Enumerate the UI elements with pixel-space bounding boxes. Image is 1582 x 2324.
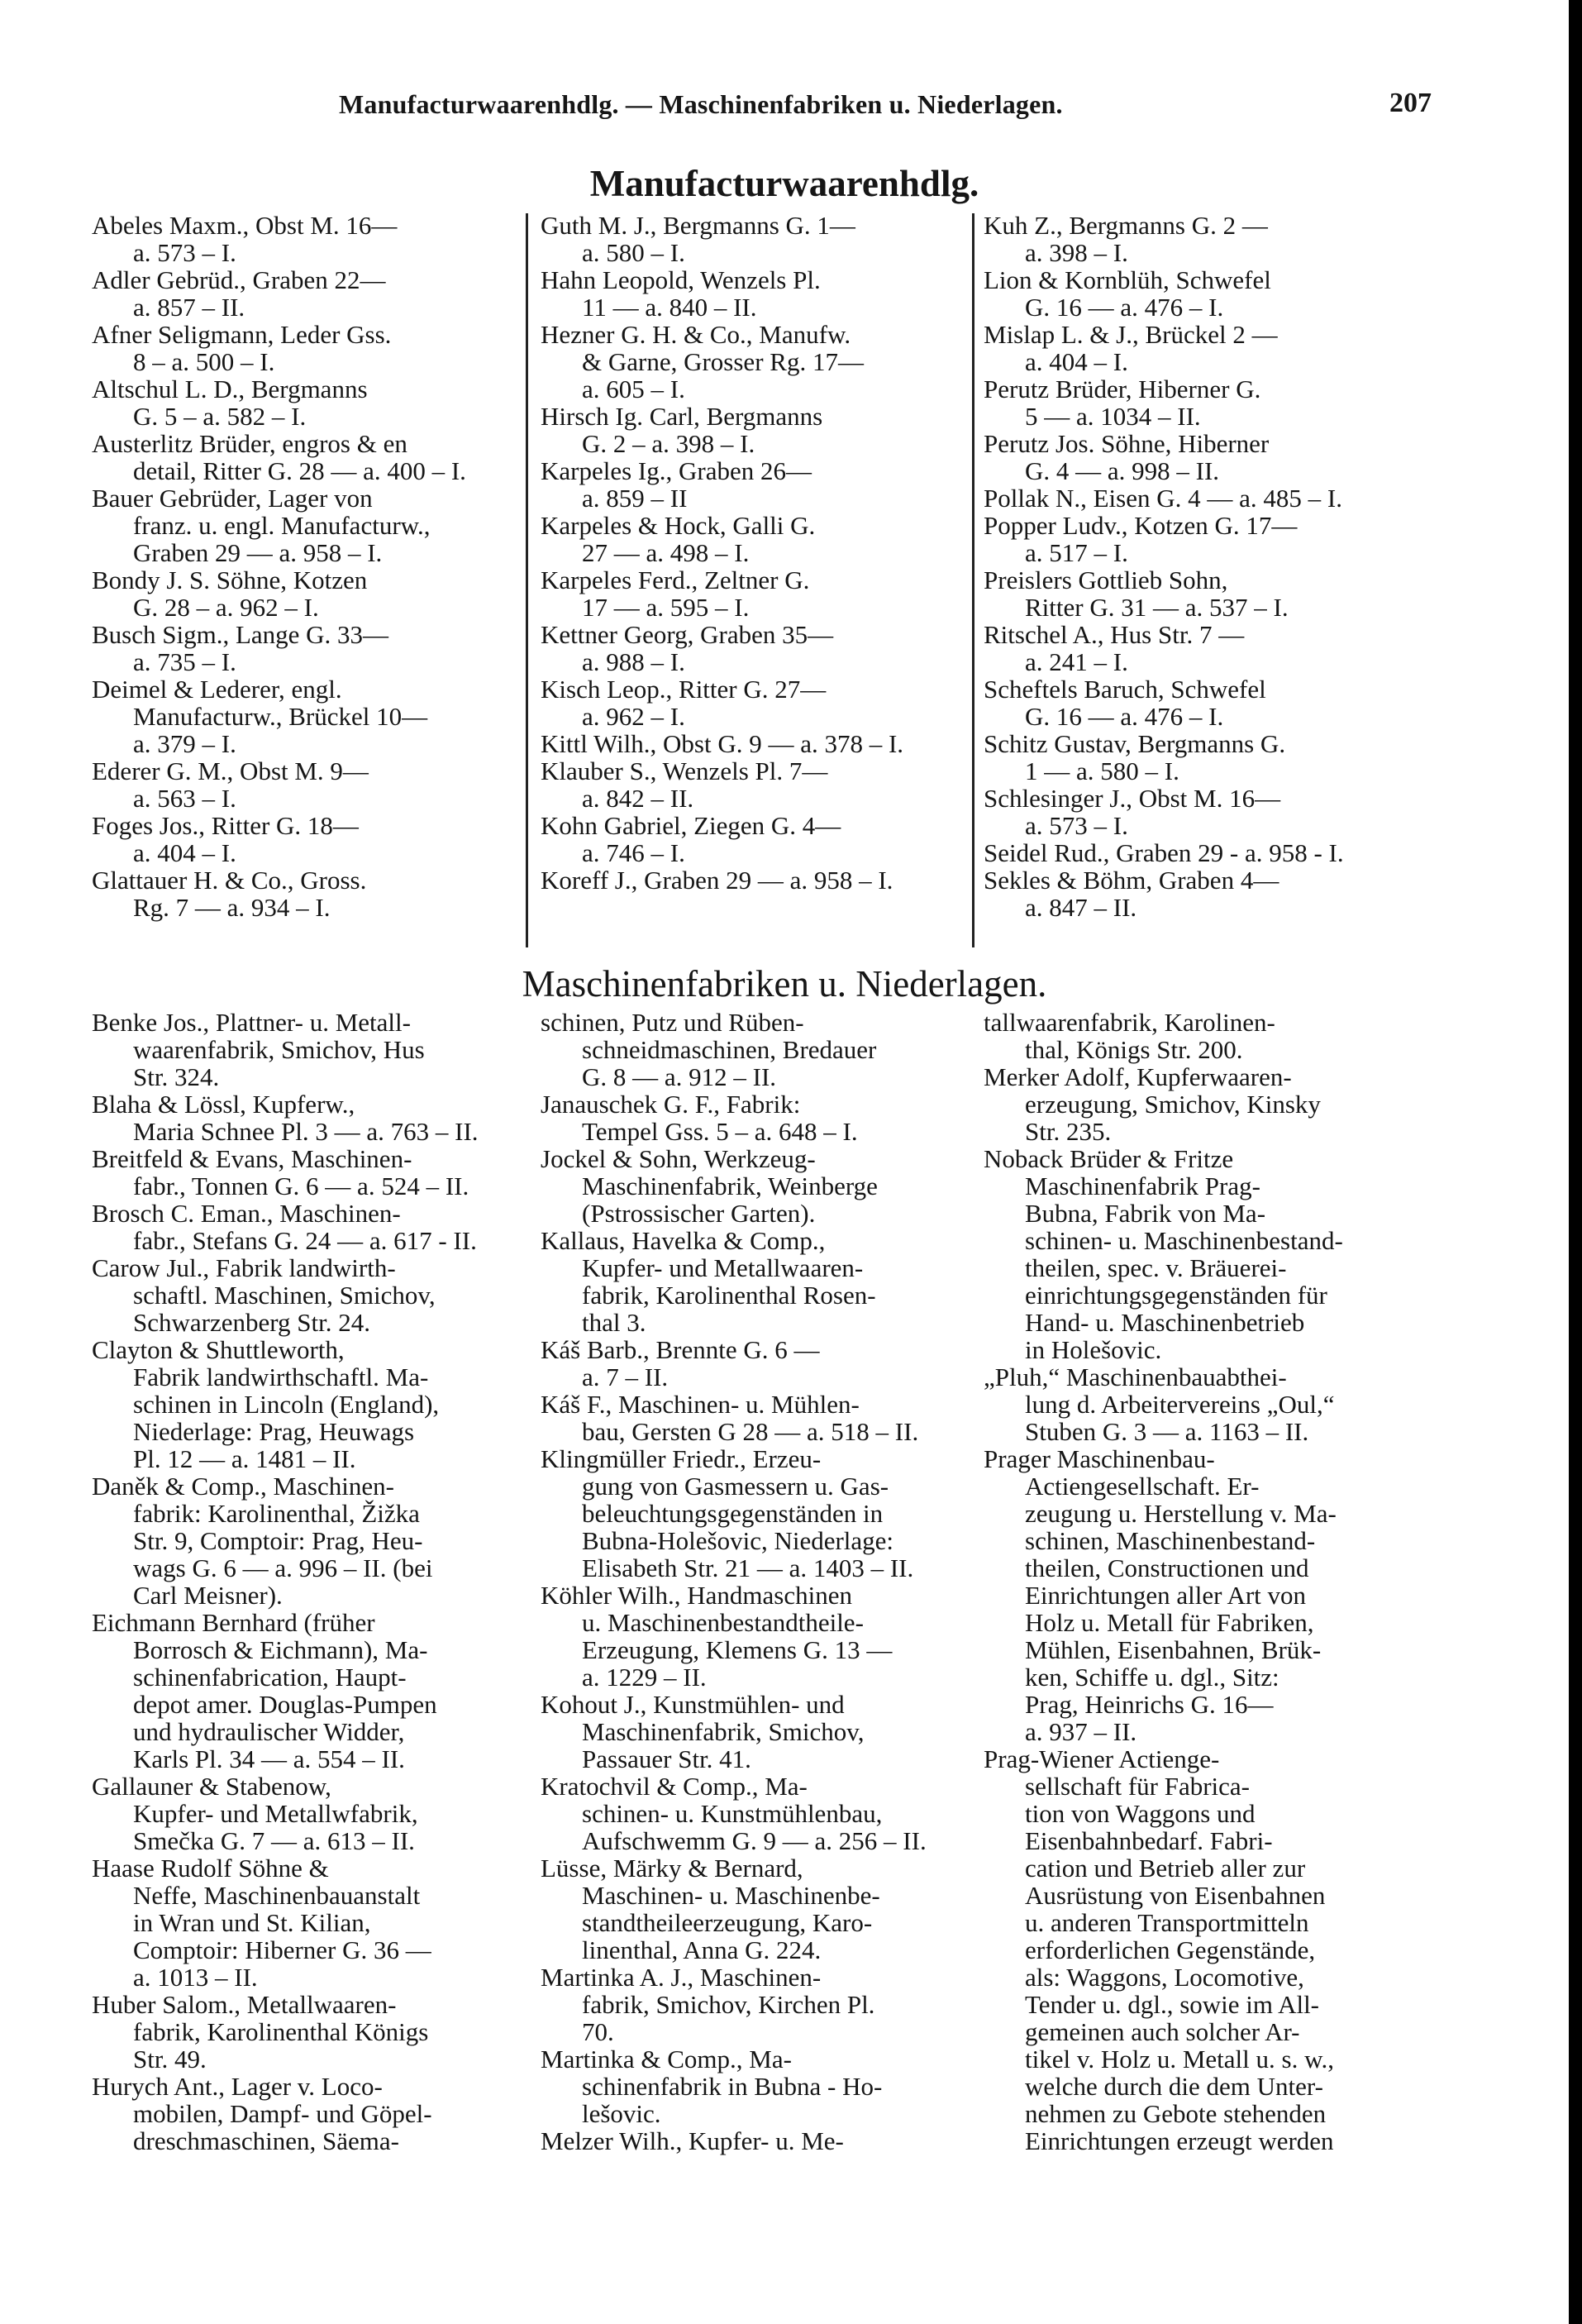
directory-entry bbox=[92, 321, 520, 375]
entry-line: tikel v. Holz u. Metall u. s. w., bbox=[1025, 2045, 1334, 2073]
entry-line: 17 — a. 595 – I. bbox=[582, 593, 750, 622]
directory-entry bbox=[92, 1090, 520, 1145]
entry-line: Fabrik landwirthschaftl. Ma- bbox=[133, 1362, 429, 1391]
directory-entry bbox=[541, 1445, 969, 1582]
entry-line: schinen- u. Maschinenbestand- bbox=[1025, 1226, 1343, 1255]
directory-entry bbox=[92, 1854, 520, 1991]
entry-line: a. 517 – I. bbox=[1025, 538, 1128, 567]
entry-line: fabrik, Smichov, Kirchen Pl. bbox=[582, 1990, 875, 2019]
entry-line: Adler Gebrüd., Graben 22— bbox=[92, 265, 386, 294]
entry-line: Blaha & Lössl, Kupferw., bbox=[92, 1090, 355, 1119]
directory-entry bbox=[984, 1145, 1413, 1363]
entry-line: a. 746 – I. bbox=[582, 838, 685, 867]
entry-line: a. 580 – I. bbox=[582, 238, 685, 267]
entry-line: Daněk & Comp., Maschinen- bbox=[92, 1472, 394, 1501]
directory-entry bbox=[541, 621, 969, 675]
entry-line: a. 379 – I. bbox=[133, 729, 236, 758]
entry-line: Hirsch Ig. Carl, Bergmanns bbox=[541, 402, 823, 431]
entry-line: Tempel Gss. 5 – a. 648 – I. bbox=[582, 1117, 858, 1146]
directory-entry bbox=[541, 1391, 969, 1445]
entry-line: a. 1229 – II. bbox=[582, 1663, 707, 1692]
entry-line: schaftl. Maschinen, Smichov, bbox=[133, 1281, 436, 1310]
entry-line: Perutz Jos. Söhne, Hiberner bbox=[984, 429, 1270, 458]
entry-line: tion von Waggons und bbox=[1025, 1799, 1256, 1828]
entry-line: G. 28 – a. 962 – I. bbox=[133, 593, 319, 622]
entry-line: fabrik, Karolinenthal Königs bbox=[133, 2017, 429, 2046]
directory-entry bbox=[541, 1773, 969, 1854]
directory-entry bbox=[92, 484, 520, 566]
entry-line: G. 2 – a. 398 – I. bbox=[582, 429, 755, 458]
directory-entry bbox=[541, 321, 969, 403]
entry-line: erzeugung, Smichov, Kinsky bbox=[1025, 1090, 1321, 1119]
entry-line: Stuben G. 3 — a. 1163 – II. bbox=[1025, 1417, 1309, 1446]
directory-entry bbox=[92, 1009, 520, 1090]
entry-line: als: Waggons, Locomotive, bbox=[1025, 1963, 1304, 1992]
scan-border bbox=[1569, 0, 1582, 2324]
entry-line: Hezner G. H. & Co., Manufw. bbox=[541, 320, 851, 349]
entry-line: Holz u. Metall für Fabriken, bbox=[1025, 1608, 1314, 1637]
entry-line: Popper Ludv., Kotzen G. 17— bbox=[984, 511, 1298, 540]
entry-line: a. 605 – I. bbox=[582, 375, 685, 403]
directory-entry bbox=[92, 2073, 520, 2155]
directory-entry bbox=[541, 1691, 969, 1773]
entry-line: Karpeles Ferd., Zeltner G. bbox=[541, 565, 810, 594]
entry-line: a. 573 – I. bbox=[1025, 811, 1128, 840]
column-rule bbox=[972, 213, 974, 947]
entry-line: thal 3. bbox=[582, 1308, 646, 1337]
entry-line: u. Maschinenbestandtheile- bbox=[582, 1608, 864, 1637]
entry-line: Bubna-Holešovic, Niederlage: bbox=[582, 1526, 894, 1555]
directory-entry bbox=[984, 839, 1413, 866]
entry-line: Altschul L. D., Bergmanns bbox=[92, 375, 368, 403]
entry-line: Kettner Georg, Graben 35— bbox=[541, 620, 834, 649]
entry-line: Rg. 7 — a. 934 – I. bbox=[133, 893, 331, 922]
entry-line: Comptoir: Hiberner G. 36 — bbox=[133, 1935, 431, 1964]
entry-line: Klingmüller Friedr., Erzeu- bbox=[541, 1444, 822, 1473]
entry-line: Aufschwemm G. 9 — a. 256 – II. bbox=[582, 1826, 927, 1855]
directory-entry bbox=[984, 1363, 1413, 1445]
entry-line: Scheftels Baruch, Schwefel bbox=[984, 675, 1266, 704]
directory-entry bbox=[984, 785, 1413, 839]
entry-line: Kohout J., Kunstmühlen- und bbox=[541, 1690, 845, 1719]
entry-line: Maria Schnee Pl. 3 — a. 763 – II. bbox=[133, 1117, 479, 1146]
directory-entry bbox=[541, 566, 969, 621]
entry-line: Str. 235. bbox=[1025, 1117, 1112, 1146]
directory-entry bbox=[92, 866, 520, 921]
entry-line: a. 241 – I. bbox=[1025, 647, 1128, 676]
entry-line: schinen, Maschinenbestand- bbox=[1025, 1526, 1316, 1555]
column-rule bbox=[526, 213, 528, 947]
section-title-manufacturwaaren: Manufacturwaarenhdlg. bbox=[589, 163, 979, 204]
directory-entry bbox=[541, 1854, 969, 1964]
entry-line: Brosch C. Eman., Maschinen- bbox=[92, 1199, 401, 1228]
entry-line: Káš Barb., Brennte G. 6 — bbox=[541, 1335, 820, 1364]
directory-entry bbox=[541, 2045, 969, 2127]
entry-line: zeugung u. Herstellung v. Ma- bbox=[1025, 1499, 1337, 1528]
column-2 bbox=[541, 212, 969, 894]
directory-entry bbox=[92, 430, 520, 484]
entry-line: Schlesinger J., Obst M. 16— bbox=[984, 784, 1281, 813]
entry-line: Kallaus, Havelka & Comp., bbox=[541, 1226, 826, 1255]
entry-line: Eichmann Bernhard (früher bbox=[92, 1608, 375, 1637]
entry-line: a. 937 – II. bbox=[1025, 1717, 1137, 1746]
entry-line: Kratochvil & Comp., Ma- bbox=[541, 1772, 808, 1801]
section-title-maschinenfabriken: Maschinenfabriken u. Niederlagen. bbox=[522, 963, 1047, 1005]
entry-line: Karpeles Ig., Graben 26— bbox=[541, 456, 812, 485]
entry-line: Ritter G. 31 — a. 537 – I. bbox=[1025, 593, 1289, 622]
running-title: Manufacturwaarenhdlg. — Maschinenfabriken u. Niederlagen. bbox=[339, 89, 1063, 119]
entry-line: Manufacturw., Brückel 10— bbox=[133, 702, 428, 731]
directory-entry bbox=[984, 266, 1413, 321]
entry-line: a. 404 – I. bbox=[1025, 347, 1128, 376]
entry-line: theilen, Constructionen und bbox=[1025, 1553, 1309, 1582]
entry-line: erforderlichen Gegenstände, bbox=[1025, 1935, 1316, 1964]
entry-line: Str. 9, Comptoir: Prag, Heu- bbox=[133, 1526, 423, 1555]
entry-line: ken, Schiffe u. dgl., Sitz: bbox=[1025, 1663, 1279, 1692]
entry-line: a. 404 – I. bbox=[133, 838, 236, 867]
entry-line: sellschaft für Fabrica- bbox=[1025, 1772, 1250, 1801]
entry-line: Prag, Heinrichs G. 16— bbox=[1025, 1690, 1274, 1719]
directory-entry bbox=[541, 512, 969, 566]
entry-line: schneidmaschinen, Bredauer bbox=[582, 1035, 877, 1064]
directory-entry bbox=[984, 675, 1413, 730]
entry-line: G. 16 — a. 476 – I. bbox=[1025, 702, 1224, 731]
entry-line: Merker Adolf, Kupferwaaren- bbox=[984, 1062, 1292, 1091]
entry-line: thal, Königs Str. 200. bbox=[1025, 1035, 1243, 1064]
entry-line: Maschinen- u. Maschinenbe- bbox=[582, 1881, 880, 1910]
entry-line: depot amer. Douglas-Pumpen bbox=[133, 1690, 437, 1719]
directory-entry bbox=[984, 866, 1413, 921]
entry-line: Smečka G. 7 — a. 613 – II. bbox=[133, 1826, 415, 1855]
directory-entry bbox=[92, 1145, 520, 1200]
entry-line: und hydraulischer Widder, bbox=[133, 1717, 405, 1746]
directory-entry bbox=[541, 1227, 969, 1336]
entry-line: cation und Betrieb aller zur bbox=[1025, 1854, 1306, 1883]
entry-line: detail, Ritter G. 28 — a. 400 – I. bbox=[133, 456, 466, 485]
entry-line: a. 962 – I. bbox=[582, 702, 685, 731]
directory-entry bbox=[541, 1090, 969, 1145]
entry-line: Prager Maschinenbau- bbox=[984, 1444, 1215, 1473]
entry-line: G. 5 – a. 582 – I. bbox=[133, 402, 307, 431]
entry-line: Austerlitz Brüder, engros & en bbox=[92, 429, 407, 458]
entry-line: Clayton & Shuttleworth, bbox=[92, 1335, 345, 1364]
entry-line: fabr., Stefans G. 24 — a. 617 - II. bbox=[133, 1226, 477, 1255]
entry-line: Schitz Gustav, Bergmanns G. bbox=[984, 729, 1286, 758]
directory-entry bbox=[541, 1964, 969, 2045]
directory-entry bbox=[92, 812, 520, 866]
entry-line: Erzeugung, Klemens G. 13 — bbox=[582, 1635, 893, 1664]
entry-line: Niederlage: Prag, Heuwags bbox=[133, 1417, 415, 1446]
entry-line: Busch Sigm., Lange G. 33— bbox=[92, 620, 389, 649]
column-3 bbox=[984, 1009, 1413, 2155]
entry-line: Koreff J., Graben 29 — a. 958 – I. bbox=[541, 866, 893, 895]
entry-line: Klauber S., Wenzels Pl. 7— bbox=[541, 756, 828, 785]
entry-line: Mislap L. & J., Brückel 2 — bbox=[984, 320, 1278, 349]
entry-line: a. 735 – I. bbox=[133, 647, 236, 676]
directory-entry bbox=[984, 1009, 1413, 1063]
entry-line: Kupfer- und Metallwfabrik, bbox=[133, 1799, 418, 1828]
directory-entry bbox=[92, 266, 520, 321]
directory-entry bbox=[92, 566, 520, 621]
entry-line: a. 398 – I. bbox=[1025, 238, 1128, 267]
directory-entry bbox=[984, 730, 1413, 785]
directory-entry bbox=[541, 812, 969, 866]
entry-line: standtheileerzeugung, Karo- bbox=[582, 1908, 873, 1937]
entry-line: Ritschel A., Hus Str. 7 — bbox=[984, 620, 1245, 649]
entry-line: Ausrüstung von Eisenbahnen bbox=[1025, 1881, 1326, 1910]
entry-line: Jockel & Sohn, Werkzeug- bbox=[541, 1144, 816, 1173]
entry-line: u. anderen Transportmitteln bbox=[1025, 1908, 1309, 1937]
entry-line: Karls Pl. 34 — a. 554 – II. bbox=[133, 1744, 405, 1773]
entry-line: Glattauer H. & Co., Gross. bbox=[92, 866, 367, 895]
entry-line: 1 — a. 580 – I. bbox=[1025, 756, 1179, 785]
entry-line: Janauschek G. F., Fabrik: bbox=[541, 1090, 801, 1119]
directory-entry bbox=[92, 1200, 520, 1254]
entry-line: G. 4 — a. 998 – II. bbox=[1025, 456, 1220, 485]
entry-line: Pl. 12 — a. 1481 – II. bbox=[133, 1444, 356, 1473]
entry-line: 70. bbox=[582, 2017, 614, 2046]
entry-line: a. 563 – I. bbox=[133, 784, 236, 813]
entry-line: Köhler Wilh., Handmaschinen bbox=[541, 1581, 852, 1610]
entry-line: 11 — a. 840 – II. bbox=[582, 293, 757, 322]
directory-entry bbox=[541, 1145, 969, 1227]
entry-line: Hand- u. Maschinenbetrieb bbox=[1025, 1308, 1305, 1337]
entry-line: Afner Seligmann, Leder Gss. bbox=[92, 320, 392, 349]
entry-line: a. 859 – II bbox=[582, 484, 688, 513]
directory-entry bbox=[92, 757, 520, 812]
entry-line: Bubna, Fabrik von Ma- bbox=[1025, 1199, 1266, 1228]
entry-line: Kuh Z., Bergmanns G. 2 — bbox=[984, 211, 1268, 240]
entry-line: waarenfabrik, Smichov, Hus bbox=[133, 1035, 425, 1064]
directory-entry bbox=[92, 1609, 520, 1773]
entry-line: Schwarzenberg Str. 24. bbox=[133, 1308, 370, 1337]
entry-line: Kohn Gabriel, Ziegen G. 4— bbox=[541, 811, 841, 840]
directory-entry bbox=[984, 321, 1413, 375]
entry-line: Borrosch & Eichmann), Ma- bbox=[133, 1635, 428, 1664]
entry-line: Gallauner & Stabenow, bbox=[92, 1772, 331, 1801]
entry-line: a. 842 – II. bbox=[582, 784, 694, 813]
entry-line: & Garne, Grosser Rg. 17— bbox=[582, 347, 864, 376]
entry-line: Kisch Leop., Ritter G. 27— bbox=[541, 675, 827, 704]
entry-line: Carow Jul., Fabrik landwirth- bbox=[92, 1253, 396, 1282]
entry-line: Graben 29 — a. 958 – I. bbox=[133, 538, 383, 567]
entry-line: lešovic. bbox=[582, 2099, 661, 2128]
entry-line: G. 8 — a. 912 – II. bbox=[582, 1062, 777, 1091]
entry-line: schinenfabrication, Haupt- bbox=[133, 1663, 407, 1692]
entry-line: Elisabeth Str. 21 — a. 1403 – II. bbox=[582, 1553, 914, 1582]
entry-line: theilen, spec. v. Bräuerei- bbox=[1025, 1253, 1287, 1282]
entry-line: a. 1013 – II. bbox=[133, 1963, 258, 1992]
entry-line: Káš F., Maschinen- u. Mühlen- bbox=[541, 1390, 860, 1419]
entry-line: Seidel Rud., Graben 29 - a. 958 - I. bbox=[984, 838, 1344, 867]
page-number: 207 bbox=[1389, 88, 1432, 118]
entry-line: schinen in Lincoln (England), bbox=[133, 1390, 440, 1419]
entry-line: lung d. Arbeitervereins „Oul,“ bbox=[1025, 1390, 1335, 1419]
directory-entry bbox=[92, 1336, 520, 1472]
directory-entry bbox=[984, 566, 1413, 621]
entry-line: Hahn Leopold, Wenzels Pl. bbox=[541, 265, 821, 294]
entry-line: Hurych Ant., Lager v. Loco- bbox=[92, 2072, 383, 2101]
entry-line: fabrik, Karolinenthal Rosen- bbox=[582, 1281, 876, 1310]
entry-line: „Pluh,“ Maschinenbauabthei- bbox=[984, 1362, 1287, 1391]
entry-line: Ederer G. M., Obst M. 9— bbox=[92, 756, 369, 785]
entry-line: Sekles & Böhm, Graben 4— bbox=[984, 866, 1279, 895]
entry-line: a. 7 – II. bbox=[582, 1362, 669, 1391]
entry-line: Eisenbahnbedarf. Fabri- bbox=[1025, 1826, 1273, 1855]
directory-entry bbox=[984, 484, 1413, 512]
entry-line: Kittl Wilh., Obst G. 9 — a. 378 – I. bbox=[541, 729, 904, 758]
directory-entry bbox=[541, 403, 969, 457]
entry-line: in Holešovic. bbox=[1025, 1335, 1162, 1364]
directory-entry bbox=[541, 212, 969, 266]
entry-line: G. 16 — a. 476 – I. bbox=[1025, 293, 1224, 322]
entry-line: schinen, Putz und Rüben- bbox=[541, 1008, 804, 1037]
entry-line: Benke Jos., Plattner- u. Metall- bbox=[92, 1008, 411, 1037]
entry-line: Noback Brüder & Fritze bbox=[984, 1144, 1234, 1173]
directory-entry bbox=[92, 675, 520, 757]
entry-line: franz. u. engl. Manufacturw., bbox=[133, 511, 431, 540]
directory-entry bbox=[984, 1745, 1413, 2155]
entry-line: Prag-Wiener Actienge- bbox=[984, 1744, 1220, 1773]
entry-line: Perutz Brüder, Hiberner G. bbox=[984, 375, 1261, 403]
entry-line: Pollak N., Eisen G. 4 — a. 485 – I. bbox=[984, 484, 1342, 513]
directory-entry bbox=[984, 212, 1413, 266]
entry-line: gemeinen auch solcher Ar- bbox=[1025, 2017, 1300, 2046]
column-2 bbox=[541, 1009, 969, 2155]
directory-entry bbox=[92, 1773, 520, 1854]
entry-line: mobilen, Dampf- und Göpel- bbox=[133, 2099, 432, 2128]
entry-line: 5 — a. 1034 – II. bbox=[1025, 402, 1201, 431]
column-1 bbox=[92, 212, 520, 921]
entry-line: Breitfeld & Evans, Maschinen- bbox=[92, 1144, 412, 1173]
entry-line: schinen- u. Kunstmühlenbau, bbox=[582, 1799, 883, 1828]
directory-entry bbox=[541, 730, 969, 757]
entry-line: dreschmaschinen, Säema- bbox=[133, 2126, 399, 2155]
directory-entry bbox=[92, 212, 520, 266]
directory-entry bbox=[984, 621, 1413, 675]
directory-entry bbox=[92, 621, 520, 675]
entry-line: in Wran und St. Kilian, bbox=[133, 1908, 371, 1937]
entry-line: tallwaarenfabrik, Karolinen- bbox=[984, 1008, 1275, 1037]
directory-entry bbox=[541, 675, 969, 730]
directory-entry bbox=[92, 1254, 520, 1336]
entry-line: Guth M. J., Bergmanns G. 1— bbox=[541, 211, 855, 240]
entry-line: Kupfer- und Metallwaaren- bbox=[582, 1253, 864, 1282]
entry-line: welche durch die dem Unter- bbox=[1025, 2072, 1323, 2101]
entry-line: Tender u. dgl., sowie im All- bbox=[1025, 1990, 1320, 2019]
entry-line: Einrichtungen erzeugt werden bbox=[1025, 2126, 1334, 2155]
entry-line: 8 – a. 500 – I. bbox=[133, 347, 275, 376]
entry-line: Neffe, Maschinenbauanstalt bbox=[133, 1881, 421, 1910]
directory-entry bbox=[541, 866, 969, 894]
entry-line: Foges Jos., Ritter G. 18— bbox=[92, 811, 359, 840]
entry-line: a. 988 – I. bbox=[582, 647, 685, 676]
directory-entry bbox=[92, 1472, 520, 1609]
entry-line: beleuchtungsgegenständen in bbox=[582, 1499, 884, 1528]
entry-line: Actiengesellschaft. Er- bbox=[1025, 1472, 1260, 1501]
entry-line: a. 847 – II. bbox=[1025, 893, 1137, 922]
entry-line: Martinka A. J., Maschinen- bbox=[541, 1963, 822, 1992]
entry-line: Bauer Gebrüder, Lager von bbox=[92, 484, 373, 513]
directory-entry bbox=[984, 375, 1413, 430]
directory-entry bbox=[541, 1336, 969, 1391]
entry-line: linenthal, Anna G. 224. bbox=[582, 1935, 822, 1964]
directory-entry bbox=[541, 2127, 969, 2155]
entry-line: Maschinenfabrik, Weinberge bbox=[582, 1172, 878, 1200]
entry-line: Lüsse, Märky & Bernard, bbox=[541, 1854, 803, 1883]
entry-line: Haase Rudolf Söhne & bbox=[92, 1854, 329, 1883]
entry-line: 27 — a. 498 – I. bbox=[582, 538, 750, 567]
entry-line: Passauer Str. 41. bbox=[582, 1744, 751, 1773]
directory-entry bbox=[541, 1582, 969, 1691]
entry-line: fabr., Tonnen G. 6 — a. 524 – II. bbox=[133, 1172, 469, 1200]
directory-entry bbox=[92, 1991, 520, 2073]
directory-entry bbox=[541, 757, 969, 812]
entry-line: Mühlen, Eisenbahnen, Brük- bbox=[1025, 1635, 1322, 1664]
entry-line: nehmen zu Gebote stehenden bbox=[1025, 2099, 1327, 2128]
entry-line: Maschinenfabrik Prag- bbox=[1025, 1172, 1260, 1200]
entry-line: Deimel & Lederer, engl. bbox=[92, 675, 342, 704]
entry-line: gung von Gasmessern u. Gas- bbox=[582, 1472, 889, 1501]
entry-line: Martinka & Comp., Ma- bbox=[541, 2045, 792, 2073]
entry-line: Str. 324. bbox=[133, 1062, 220, 1091]
directory-entry bbox=[92, 375, 520, 430]
entry-line: Melzer Wilh., Kupfer- u. Me- bbox=[541, 2126, 844, 2155]
entry-line: Str. 49. bbox=[133, 2045, 207, 2073]
entry-line: (Pstrossischer Garten). bbox=[582, 1199, 816, 1228]
entry-line: wags G. 6 — a. 996 – II. (bei bbox=[133, 1553, 433, 1582]
directory-entry bbox=[984, 430, 1413, 484]
entry-line: bau, Gersten G 28 — a. 518 – II. bbox=[582, 1417, 919, 1446]
directory-entry bbox=[984, 1063, 1413, 1145]
column-3 bbox=[984, 212, 1413, 921]
entry-line: einrichtungsgegenständen für bbox=[1025, 1281, 1327, 1310]
entry-line: schinenfabrik in Bubna - Ho- bbox=[582, 2072, 883, 2101]
column-1 bbox=[92, 1009, 520, 2155]
directory-entry bbox=[984, 512, 1413, 566]
directory-entry bbox=[541, 266, 969, 321]
entry-line: Maschinenfabrik, Smichov, bbox=[582, 1717, 865, 1746]
entry-line: Carl Meisner). bbox=[133, 1581, 283, 1610]
entry-line: Lion & Kornblüh, Schwefel bbox=[984, 265, 1271, 294]
entry-line: Einrichtungen aller Art von bbox=[1025, 1581, 1307, 1610]
entry-line: fabrik: Karolinenthal, Žižka bbox=[133, 1499, 420, 1528]
entry-line: Karpeles & Hock, Galli G. bbox=[541, 511, 816, 540]
entry-line: Preislers Gottlieb Sohn, bbox=[984, 565, 1228, 594]
entry-line: a. 857 – II. bbox=[133, 293, 245, 322]
entry-line: a. 573 – I. bbox=[133, 238, 236, 267]
directory-entry bbox=[541, 1009, 969, 1090]
directory-entry bbox=[984, 1445, 1413, 1745]
entry-line: Abeles Maxm., Obst M. 16— bbox=[92, 211, 398, 240]
entry-line: Bondy J. S. Söhne, Kotzen bbox=[92, 565, 368, 594]
entry-line: Huber Salom., Metallwaaren- bbox=[92, 1990, 397, 2019]
directory-entry bbox=[541, 457, 969, 512]
